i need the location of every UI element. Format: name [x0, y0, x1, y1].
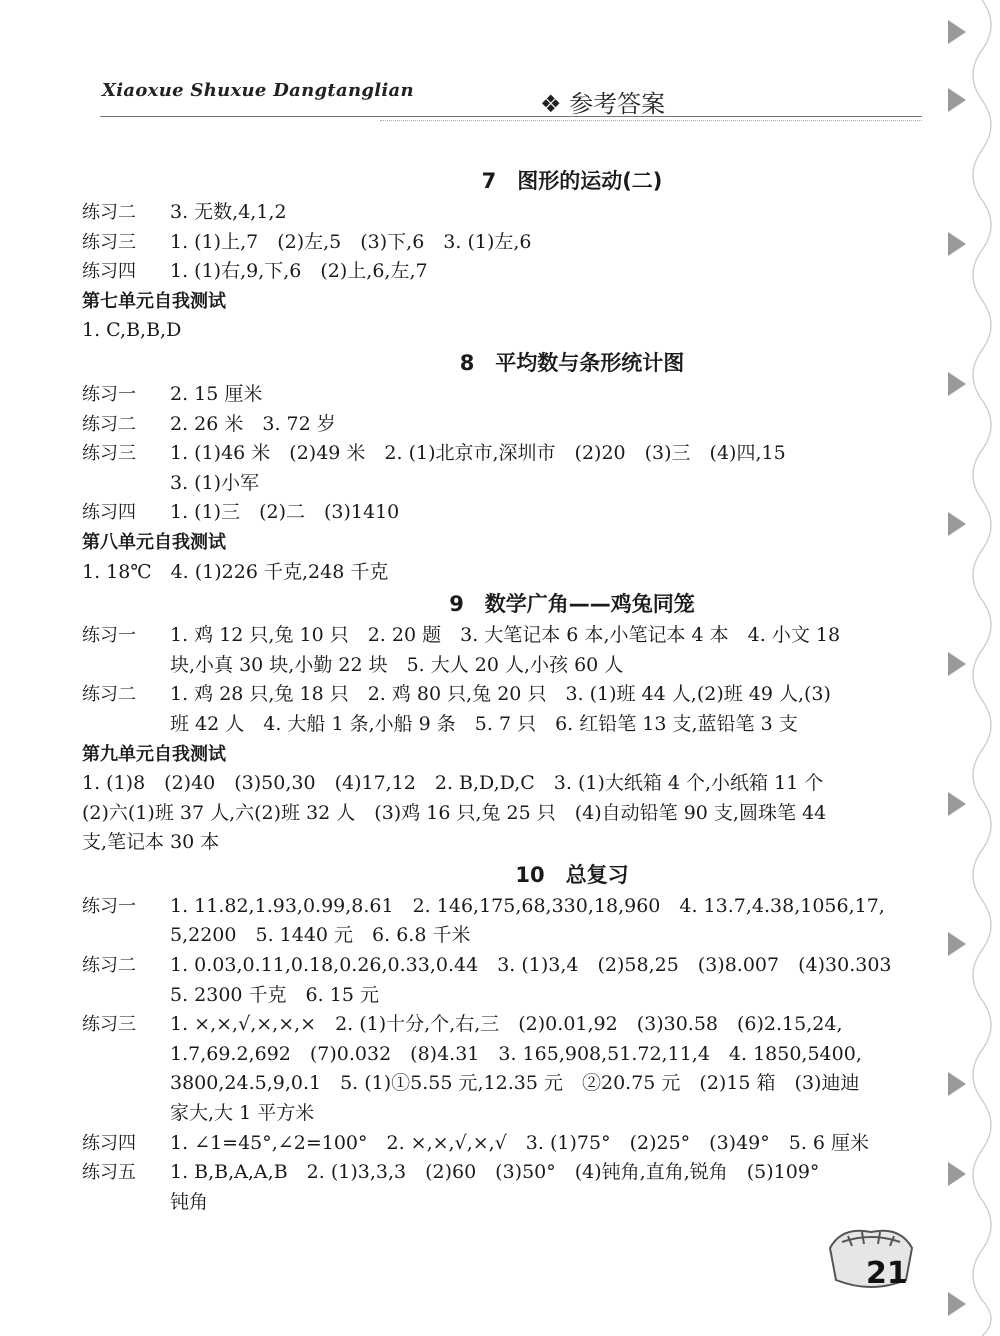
answer-line: 班 42 人 4. 大船 1 条,小船 9 条 5. 7 只 6. 红铅笔 13 支,蓝铅笔 3 支	[170, 712, 798, 735]
exercise-block	[82, 257, 912, 287]
exercise-label: 练习三	[82, 231, 136, 253]
diamond-ornament-icon: ❖	[540, 90, 562, 118]
answer-line: 1. (1)右,9,下,6 (2)上,6,左,7	[170, 260, 428, 283]
exercise-label: 练习四	[82, 502, 136, 524]
exercise-block	[82, 1158, 912, 1217]
exercise-label: 练习二	[82, 684, 136, 706]
answer-line: 1. (1)上,7 (2)左,5 (3)下,6 3. (1)左,6	[170, 230, 532, 253]
unit-test-title: 第七单元自我测试	[82, 290, 226, 312]
exercise-label: 练习二	[82, 413, 136, 435]
answer-line: 支,笔记本 30 本	[82, 831, 220, 854]
exercise-block	[82, 892, 912, 951]
exercise-block	[82, 498, 912, 528]
answer-line: 1. 鸡 28 只,兔 18 只 2. 鸡 80 只,兔 20 只 3. (1)班 44 人,(2)班 49 人,(3)	[170, 683, 831, 706]
header-title-text: 参考答案	[569, 90, 666, 118]
exercise-block	[82, 1010, 912, 1128]
answer-line: 1. C,B,B,D	[82, 319, 182, 342]
answer-content	[82, 164, 912, 1217]
header-rule	[100, 116, 922, 117]
answer-line: 1.7,69.2,692 (7)0.032 (8)4.31 3. 165,908,51.72,11,4 4. 1850,5400,	[170, 1042, 862, 1065]
exercise-block	[82, 439, 912, 498]
answer-line: 1. ×,×,√,×,×,× 2. (1)十分,个,右,三 (2)0.01,92 (3)30.58 (6)2.15,24,	[170, 1013, 843, 1036]
answer-line: 钝角	[170, 1190, 209, 1213]
exercise-block	[82, 621, 912, 680]
exercise-block	[82, 380, 912, 410]
unit-test-title: 第九单元自我测试	[82, 743, 226, 765]
exercise-block	[82, 228, 912, 258]
exercise-label: 练习一	[82, 895, 136, 917]
exercise-block	[82, 680, 912, 739]
answer-line: 1. (1)46 米 (2)49 米 2. (1)北京市,深圳市 (2)20 (3)三 (4)四,15	[170, 442, 786, 465]
section-title: 9 数学广角——鸡兔同笼	[449, 592, 695, 617]
answer-line: 1. ∠1=45°,∠2=100° 2. ×,×,√,×,√ 3. (1)75° (2)25° (3)49° 5. 6 厘米	[170, 1131, 870, 1154]
exercise-block	[82, 198, 912, 228]
section-title: 7 图形的运动(二)	[481, 169, 663, 193]
answer-line: 1. 18℃ 4. (1)226 千克,248 千克	[82, 560, 389, 583]
exercise-label: 练习一	[82, 383, 136, 405]
section-title: 8 平均数与条形统计图	[459, 350, 685, 375]
exercise-label: 练习三	[82, 443, 136, 465]
answer-line: 1. 鸡 12 只,兔 10 只 2. 20 题 3. 大笔记本 6 本,小笔记本 4 本 4. 小文 18	[170, 624, 841, 647]
answer-line: 5,2200 5. 1440 元 6. 6.8 千米	[170, 924, 471, 947]
exercise-label: 练习一	[82, 625, 136, 647]
exercise-label: 练习四	[82, 1132, 136, 1154]
answer-line: 1. B,B,A,A,B 2. (1)3,3,3 (2)60 (3)50° (4)钝角,直角,锐角 (5)109°	[170, 1161, 820, 1184]
answer-line: 1. (1)8 (2)40 (3)50,30 (4)17,12 2. B,D,D,C 3. (1)大纸箱 4 个,小纸箱 11 个	[82, 772, 824, 795]
unit-test-title: 第八单元自我测试	[82, 531, 226, 553]
answer-line: 1. 0.03,0.11,0.18,0.26,0.33,0.44 3. (1)3,4 (2)58,25 (3)8.007 (4)30.303	[170, 954, 892, 977]
exercise-label: 练习三	[82, 1014, 136, 1036]
exercise-label: 练习四	[82, 261, 136, 283]
answer-line: 1. (1)三 (2)二 (3)1410	[170, 501, 400, 524]
exercise-block	[82, 1129, 912, 1159]
exercise-label: 练习二	[82, 955, 136, 977]
exercise-block	[82, 410, 912, 440]
header-rule-dotted	[380, 120, 922, 121]
right-border-decoration	[942, 0, 1000, 1336]
answer-line: 块,小真 30 块,小勤 22 块 5. 大人 20 人,小孩 60 人	[170, 653, 624, 676]
answer-line: 5. 2300 千克 6. 15 元	[170, 983, 379, 1006]
answer-line: 家大,大 1 平方米	[170, 1102, 315, 1125]
section-title: 10 总复习	[515, 862, 629, 887]
exercise-label: 练习五	[82, 1162, 136, 1184]
answer-line: 3800,24.5,9,0.1 5. (1)①5.55 元,12.35 元 ②20.75 元 (2)15 箱 (3)迪迪	[170, 1072, 860, 1095]
answer-line: 3. (1)小军	[170, 471, 260, 494]
answer-line: 2. 15 厘米	[170, 382, 263, 405]
answer-line: 1. 11.82,1.93,0.99,8.61 2. 146,175,68,330,18,960 4. 13.7,4.38,1056,17,	[170, 894, 885, 917]
exercise-block	[82, 951, 912, 1010]
answer-line: 2. 26 米 3. 72 岁	[170, 412, 336, 435]
exercise-label: 练习二	[82, 202, 136, 223]
answer-line: (2)六(1)班 37 人,六(2)班 32 人 (3)鸡 16 只,兔 25 只 (4)自动铅笔 90 支,圆珠笔 44	[82, 801, 827, 824]
page-number: 21	[866, 1256, 908, 1291]
running-header-title	[540, 84, 665, 119]
answer-line: 3. 无数,4,1,2	[170, 201, 287, 223]
running-header-pinyin: Xiaoxue Shuxue Dangtanglian	[102, 80, 414, 101]
